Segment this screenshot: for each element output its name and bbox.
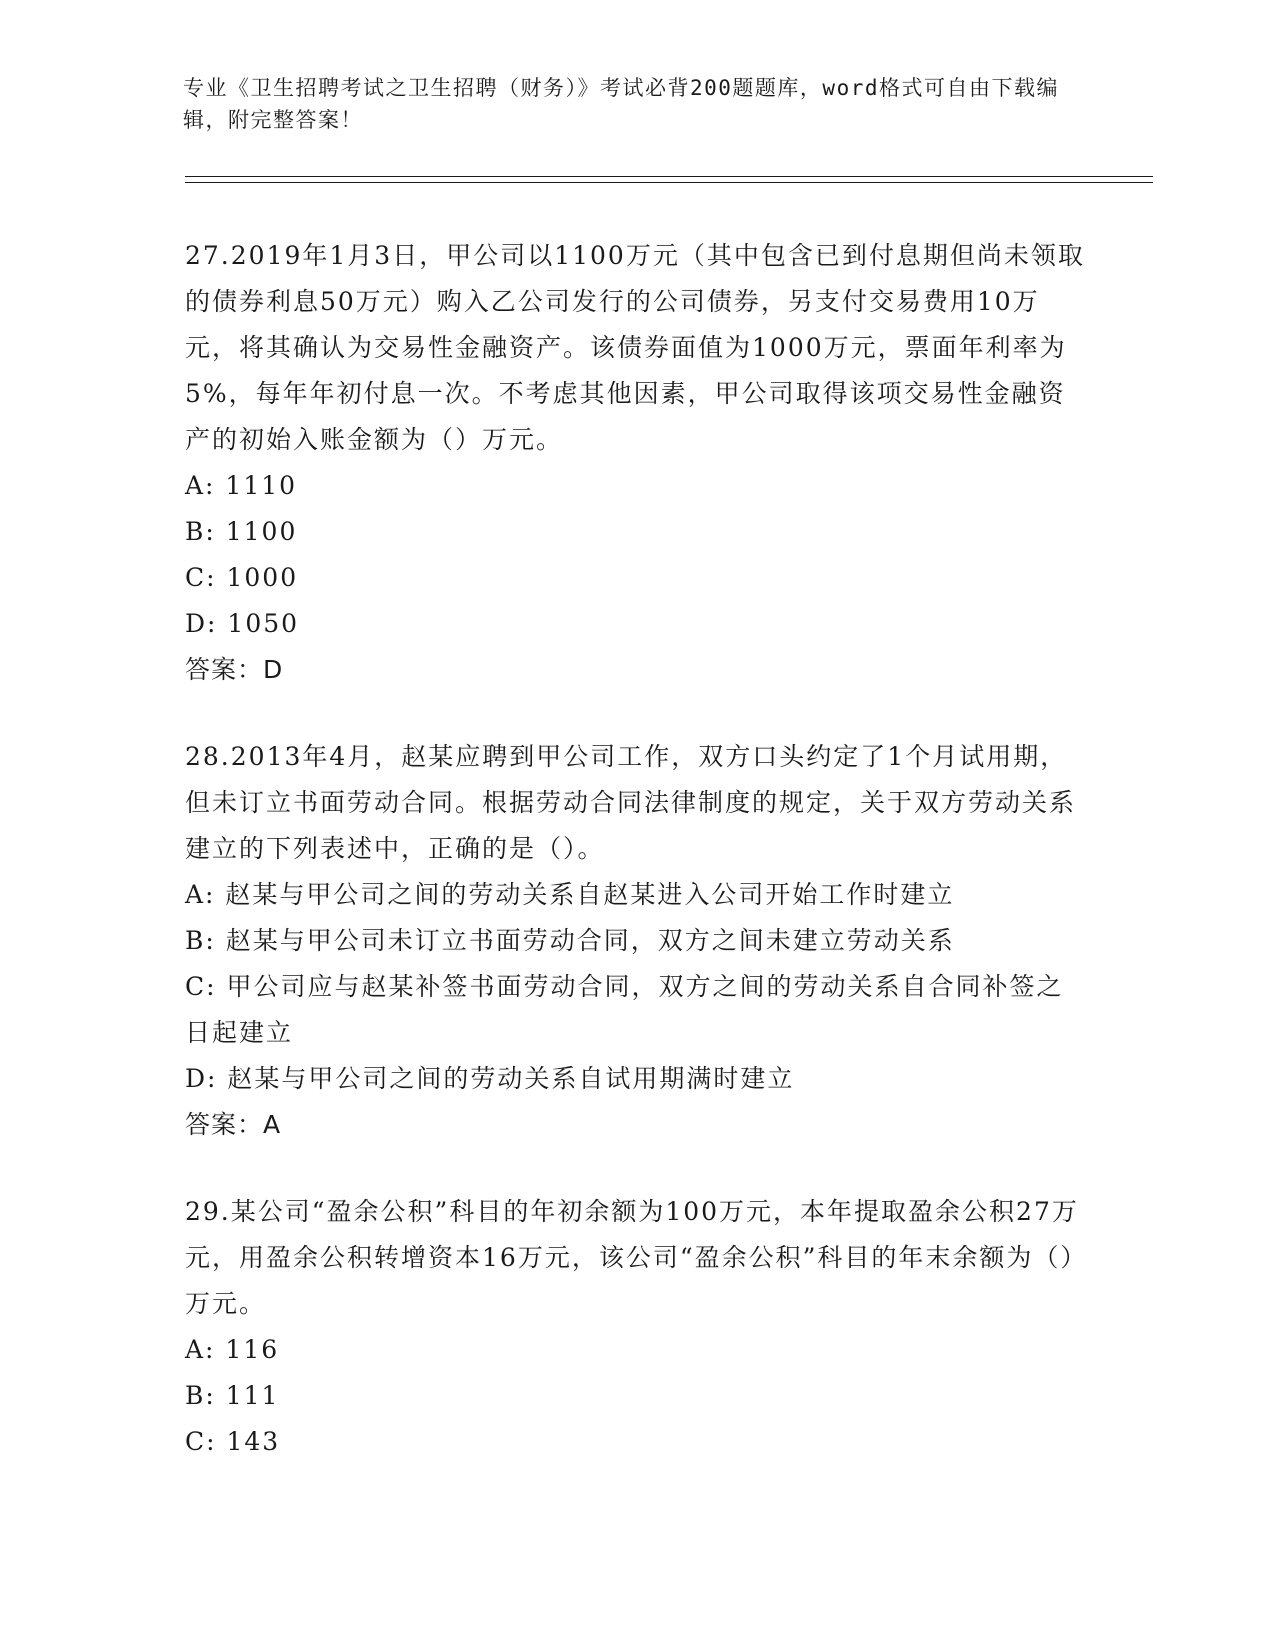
option-c: C: 143 (185, 1427, 281, 1456)
option-b: B: 赵某与甲公司未订立书面劳动合同，双方之间未建立劳动关系 (185, 926, 955, 955)
question-text: 28.2013年4月，赵某应聘到甲公司工作，双方口头约定了1个月试用期，但未订立书面劳动合同。根据劳动合同法律制度的规定，关于双方劳动关系建立的下列表述中，正确的是（）。 (185, 742, 1077, 863)
question-list (185, 233, 1085, 1506)
header-divider-top (185, 176, 1153, 177)
header-divider-bottom (185, 182, 1153, 183)
option-a: A: 116 (185, 1335, 280, 1364)
option-b: B: 1100 (185, 517, 298, 546)
question-29 (185, 1189, 1085, 1465)
document-header: 专业《卫生招聘考试之卫生招聘（财务）》考试必背200题题库，word格式可自由下载编辑，附完整答案！ (183, 76, 1059, 132)
option-c: C: 甲公司应与赵某补签书面劳动合同，双方之间的劳动关系自合同补签之日起建立 (185, 972, 1064, 1047)
option-a: A: 赵某与甲公司之间的劳动关系自赵某进入公司开始工作时建立 (185, 880, 955, 909)
answer-label: 答案：A (185, 1110, 282, 1139)
question-27 (185, 233, 1085, 693)
question-text: 29.某公司“盈余公积”科目的年初余额为100万元，本年提取盈余公积27万元，用盈余公积转增资本16万元，该公司“盈余公积”科目的年末余额为（）万元。 (185, 1197, 1079, 1318)
option-a: A: 1110 (185, 471, 298, 500)
question-28 (185, 734, 1085, 1148)
option-d: D: 赵某与甲公司之间的劳动关系自试用期满时建立 (185, 1064, 795, 1093)
answer-label: 答案：D (185, 655, 284, 684)
question-text: 27.2019年1月3日，甲公司以1100万元（其中包含已到付息期但尚未领取的债券利息50万元）购入乙公司发行的公司债券，另支付交易费用10万元，将其确认为交易性金融资产。该债券面值为1000万元，票面年利率为5%，每年年初付息一次。不考虑其他因素，甲公司取得该项交易性金融资产的初始入账金额为（）万元。 (185, 241, 1085, 454)
option-c: C: 1000 (185, 563, 299, 592)
option-d: D: 1050 (185, 609, 300, 638)
option-b: B: 111 (185, 1381, 280, 1410)
